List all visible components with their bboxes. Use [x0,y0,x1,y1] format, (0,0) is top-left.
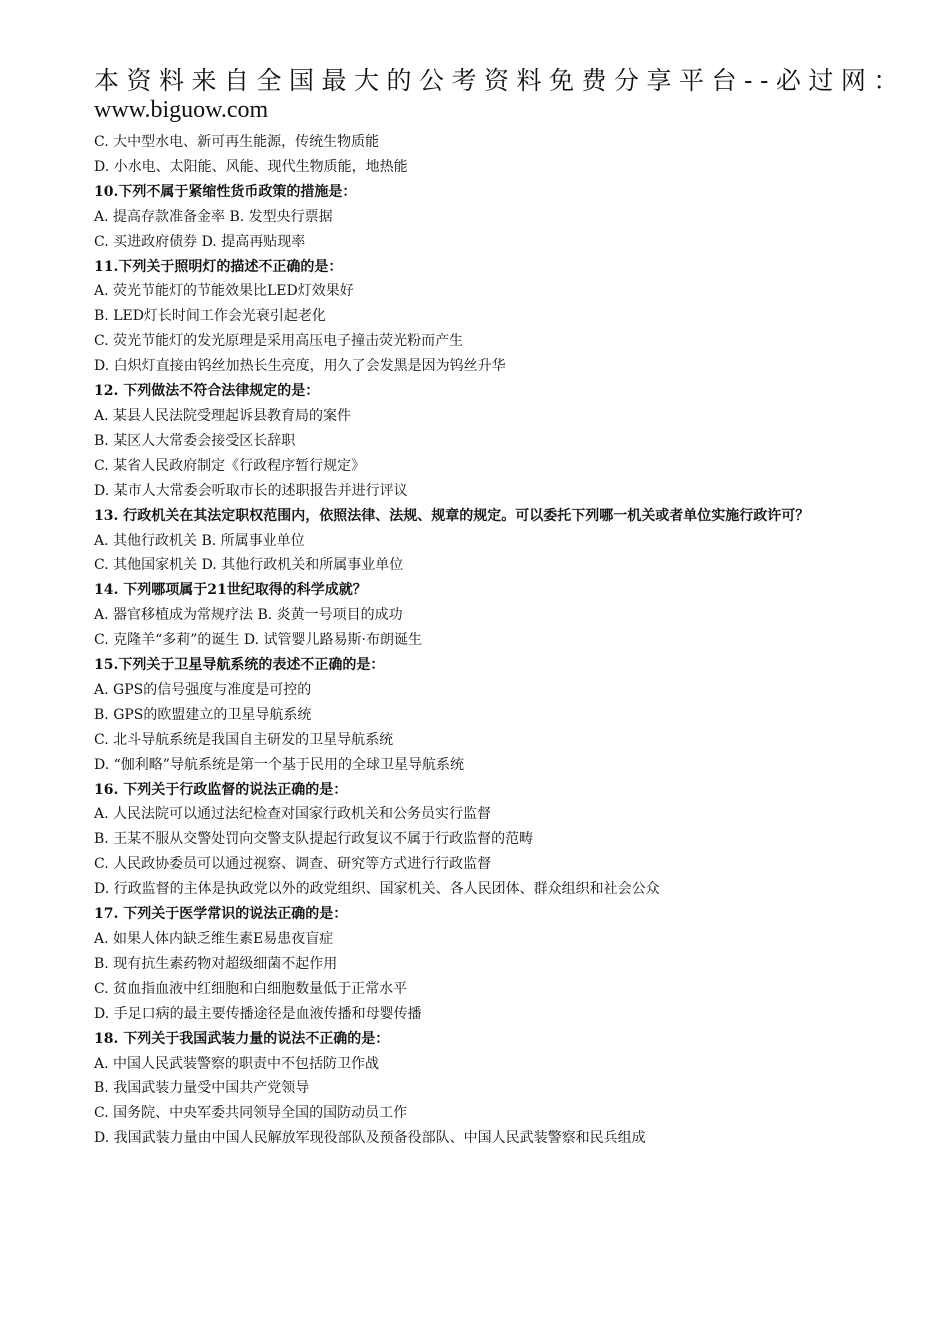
document-page [94,66,906,1151]
option-line: C. 北斗导航系统是我国自主研发的卫星导航系统 [94,731,394,748]
option-line: D. “伽利略”导航系统是第一个基于民用的全球卫星导航系统 [94,756,464,773]
option-line: A. 其他行政机关 B. 所属事业单位 [94,532,305,549]
option-line: C. 克隆羊“多莉”的诞生 D. 试管婴儿路易斯·布朗诞生 [94,632,422,649]
option-line: D. 行政监督的主体是执政党以外的政党组织、国家机关、各人民团体、群众组织和社会公众 [94,881,660,898]
option-line: A. 如果人体内缺乏维生素E易患夜盲症 [94,931,334,947]
option-line: A. 中国人民武装警察的职责中不包括防卫作战 [94,1055,380,1072]
option-line: C. 荧光节能灯的发光原理是采用高压电子撞击荧光粉而产生 [94,333,464,350]
option-line: B. LED灯长时间工作会光衰引起老化 [94,308,326,325]
option-line: A. 荧光节能灯的节能效果比LED灯效果好 [94,283,354,300]
option-line: A. 提高存款准备金率 B. 发型央行票据 [94,208,333,225]
option-line: C. 人民政协委员可以通过视察、调查、研究等方式进行行政监督 [94,856,492,873]
question-heading: 15.下列关于卫星导航系统的表述不正确的是： [94,657,385,674]
option-line: D. 白炽灯直接由钨丝加热长生亮度，用久了会发黑是因为钨丝升华 [94,358,506,375]
option-line: A. 器官移植成为常规疗法 B. 炎黄一号项目的成功 [94,607,403,624]
header-site-url[interactable]: www.biguow.com [94,97,269,123]
option-line: C. 其他国家机关 D. 其他行政机关和所属事业单位 [94,557,404,574]
question-heading: 14. 下列哪项属于21世纪取得的科学成就？ [94,582,367,599]
question-heading: 16. 下列关于行政监督的说法正确的是： [94,781,348,798]
header-banner: 本资料来自全国最大的公考资料免费分享平台--必过网： [94,66,906,95]
option-line: A. 某县人民法院受理起诉县教育局的案件 [94,407,352,424]
option-line: D. 某市人大常委会听取市长的述职报告并进行评议 [94,482,408,499]
option-line: D. 小水电、太阳能、风能、现代生物质能，地热能 [94,158,408,175]
option-line: B. 某区人大常委会接受区长辞职 [94,432,296,449]
option-line: A. 人民法院可以通过法纪检查对国家行政机关和公务员实行监督 [94,806,492,823]
option-line: D. 我国武装力量由中国人民解放军现役部队及预备役部队、中国人民武装警察和民兵组成 [94,1130,646,1147]
option-line: C. 贫血指血液中红细胞和白细胞数量低于正常水平 [94,980,408,997]
option-line: C. 国务院、中央军委共同领导全国的国防动员工作 [94,1105,408,1122]
option-line: D. 手足口病的最主要传播途径是血液传播和母婴传播 [94,1005,422,1022]
option-line: B. 我国武装力量受中国共产党领导 [94,1080,310,1097]
option-line: B. 王某不服从交警处罚向交警支队提起行政复议不属于行政监督的范畴 [94,831,534,848]
question-list [94,130,864,1151]
question-heading: 18. 下列关于我国武装力量的说法不正确的是： [94,1030,390,1047]
option-line: C. 某省人民政府制定《行政程序暂行规定》 [94,457,366,474]
option-line: C. 买进政府债券 D. 提高再贴现率 [94,233,306,250]
option-line: C. 大中型水电、新可再生能源，传统生物质能 [94,134,380,150]
option-line: A. GPS的信号强度与准度是可控的 [94,681,312,698]
option-line: B. 现有抗生素药物对超级细菌不起作用 [94,955,338,972]
question-heading: 12. 下列做法不符合法律规定的是： [94,383,320,400]
question-heading: 17. 下列关于医学常识的说法正确的是： [94,906,348,923]
question-heading: 11.下列关于照明灯的描述不正确的是： [94,258,343,275]
question-heading: 10.下列不属于紧缩性货币政策的措施是： [94,183,357,200]
question-heading: 13. 行政机关在其法定职权范围内，依照法律、法规、规章的规定。可以委托下列哪一机关或者单位实施行政许可？ [94,507,810,524]
option-line: B. GPS的欧盟建立的卫星导航系统 [94,706,312,723]
